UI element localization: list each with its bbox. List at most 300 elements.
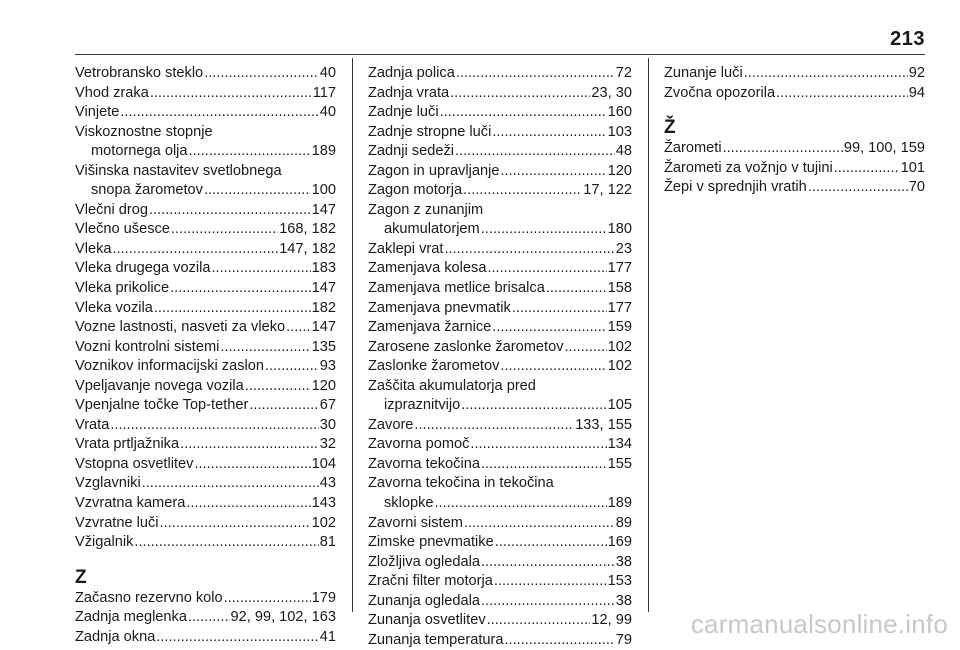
index-column-2 — [368, 64, 632, 650]
index-entry-pages: 30 — [319, 416, 336, 433]
index-entry — [368, 474, 632, 513]
index-entry-pages: 102 — [607, 338, 632, 355]
index-entry — [368, 338, 632, 358]
index-entry-pages: 117 — [312, 84, 336, 101]
index-entry-pages: 120 — [607, 162, 632, 179]
index-entry-term: izpraznitvijo — [384, 397, 461, 414]
index-entry-line — [664, 64, 925, 84]
index-entry — [75, 279, 336, 299]
index-entry-term: Zagon in upravljanje — [368, 162, 500, 179]
index-entry-line — [75, 259, 336, 279]
column-divider — [648, 58, 649, 612]
index-entry-pages: 38 — [615, 553, 632, 570]
dot-leader — [113, 240, 279, 260]
index-entry-pages: 40 — [319, 65, 336, 81]
index-entry — [368, 416, 632, 436]
index-entry — [75, 162, 336, 201]
dot-leader — [265, 357, 319, 377]
index-entry-term: Vleka vozila — [75, 299, 153, 316]
index-entry-line — [368, 259, 632, 279]
index-entry-term: Zadnja okna — [75, 628, 156, 645]
index-entry-pages: 177 — [607, 260, 632, 277]
index-entry-line — [368, 64, 632, 84]
index-entry-line — [664, 178, 925, 198]
index-entry-line — [368, 377, 632, 397]
dot-leader — [500, 162, 606, 182]
header-rule — [75, 54, 925, 55]
index-entry-term: Zamenjava kolesa — [368, 260, 487, 277]
index-entry — [664, 84, 925, 104]
index-entry-term: Vrata prtljažnika — [75, 436, 180, 453]
index-entry-line — [368, 299, 632, 319]
index-entry-pages: 101 — [900, 159, 925, 176]
index-entry-term: Vzglavniki — [75, 475, 141, 492]
index-entry-line — [75, 181, 336, 201]
index-entry-line — [368, 592, 632, 612]
index-entry-term: Vžigalnik — [75, 534, 134, 551]
index-entry — [75, 357, 336, 377]
index-entry — [368, 64, 632, 84]
index-entry-pages: 23 — [615, 240, 632, 257]
index-entry-term: Vhod zraka — [75, 84, 149, 101]
index-entry-pages: 43 — [319, 475, 336, 492]
dot-leader — [481, 455, 607, 475]
index-entry — [368, 631, 632, 650]
index-entry-term: Zavorni sistem — [368, 514, 463, 531]
index-entry-term: Žarometi — [664, 140, 722, 157]
index-entry-line — [75, 299, 336, 319]
index-entry-term: Zadnje stropne luči — [368, 123, 492, 140]
dot-leader — [546, 279, 607, 299]
index-entry-line — [368, 396, 632, 416]
index-entry — [75, 123, 336, 162]
index-entry-term: Vzvratne luči — [75, 514, 159, 531]
index-entry-term: Vstopna osvetlitev — [75, 455, 194, 472]
dot-leader — [120, 103, 318, 123]
dot-leader — [450, 84, 590, 104]
index-entry — [664, 139, 925, 159]
page-number: 213 — [890, 28, 925, 50]
dot-leader — [142, 474, 319, 494]
index-entry — [368, 279, 632, 299]
index-entry-line — [368, 553, 632, 573]
index-entry-term: Zavorna tekočina — [368, 455, 480, 472]
index-entry-term: Zaščita akumulatorja pred — [368, 377, 536, 394]
index-entry-pages: 102 — [311, 514, 336, 531]
index-entry-pages: 160 — [607, 104, 632, 121]
index-entry-term: Zadnja polica — [368, 65, 455, 81]
index-entry-pages: 143 — [311, 495, 336, 512]
index-entry — [368, 572, 632, 592]
dot-leader — [180, 435, 319, 455]
dot-leader — [455, 142, 615, 162]
index-entry-line — [75, 123, 336, 143]
index-entry-term: Vpeljavanje novega vozila — [75, 377, 244, 394]
index-entry — [75, 299, 336, 319]
dot-leader — [834, 159, 900, 179]
index-entry-term: Zagon motorja — [368, 182, 463, 199]
dot-leader — [504, 631, 614, 650]
index-entry-term: Vlečni drog — [75, 201, 149, 218]
index-entry-term: Voznikov informacijski zaslon — [75, 358, 264, 375]
index-entry-line — [368, 474, 632, 494]
index-entry — [664, 64, 925, 84]
index-entry-term: Vrata — [75, 416, 110, 433]
index-entry-line — [75, 338, 336, 358]
index-entry-pages: 104 — [311, 455, 336, 472]
index-entry-line — [664, 84, 925, 104]
dot-leader — [492, 318, 606, 338]
index-entry-term: Žarometi za vožnjo v tujini — [664, 159, 833, 176]
index-entry-line — [75, 377, 336, 397]
index-entry-line — [368, 533, 632, 553]
index-entry-term: motornega olja — [91, 143, 188, 160]
dot-leader — [249, 396, 318, 416]
index-entry — [368, 318, 632, 338]
index-letter-heading: Ž — [664, 117, 676, 139]
index-entry-line — [75, 589, 336, 609]
index-entry-line — [368, 611, 632, 631]
index-entry-pages: 147 — [311, 319, 336, 336]
index-entry — [368, 123, 632, 143]
index-entry-term: Zamenjava žarnice — [368, 319, 492, 336]
dot-leader — [470, 435, 606, 455]
index-entry — [368, 103, 632, 123]
index-entry — [75, 608, 336, 628]
index-entry-term: Vpenjalne točke Top-tether — [75, 397, 249, 414]
index-entry — [368, 142, 632, 162]
dot-leader — [245, 377, 311, 397]
index-entry-line — [368, 514, 632, 534]
index-entry-term: Vleka drugega vozila — [75, 260, 211, 277]
index-entry-pages: 120 — [311, 377, 336, 394]
index-entry-pages: 105 — [607, 397, 632, 414]
index-entry-line — [664, 139, 925, 159]
index-entry-pages: 89 — [615, 514, 632, 531]
index-entry-pages: 38 — [615, 592, 632, 609]
index-entry-line — [75, 435, 336, 455]
index-entry — [75, 628, 336, 648]
index-entry-pages: 103 — [607, 123, 632, 140]
dot-leader — [492, 123, 606, 143]
index-entry-pages: 17, 122 — [583, 182, 632, 199]
dot-leader — [776, 84, 908, 104]
index-entry-term: Vozni kontrolni sistemi — [75, 338, 220, 355]
index-entry — [368, 514, 632, 534]
index-entry-line — [368, 220, 632, 240]
index-entry-line — [368, 240, 632, 260]
dot-leader — [224, 589, 311, 609]
index-entry-term: snopa žarometov — [91, 182, 203, 199]
index-entry-line — [368, 318, 632, 338]
dot-leader — [194, 455, 310, 475]
index-entry-term: Zunanja osvetlitev — [368, 612, 486, 629]
watermark-text: carmanualsonline.info — [690, 609, 948, 639]
index-entry-line — [75, 162, 336, 182]
index-entry-term: Zaklepi vrat — [368, 240, 444, 257]
index-entry-pages: 12, 99 — [591, 612, 632, 629]
index-entry-line — [368, 572, 632, 592]
index-entry — [75, 514, 336, 534]
index-entry-term: Zunanja ogledala — [368, 592, 480, 609]
index-entry-line — [75, 628, 336, 648]
dot-leader — [211, 259, 310, 279]
index-entry-term: Zimske pnevmatike — [368, 534, 494, 551]
index-entry — [368, 435, 632, 455]
index-entry-line — [368, 142, 632, 162]
index-entry — [368, 611, 632, 631]
index-entry-term: Zadnja meglenka — [75, 609, 187, 626]
index-entry-term: Zaslonke žarometov — [368, 358, 500, 375]
index-entry — [75, 455, 336, 475]
index-entry — [75, 338, 336, 358]
index-entry-line — [368, 84, 632, 104]
index-entry-pages: 93 — [319, 358, 336, 375]
index-entry — [368, 181, 632, 201]
index-entry-term: Zunanja temperatura — [368, 631, 504, 648]
index-entry-term: Zamenjava metlice brisalca — [368, 280, 545, 297]
index-entry — [75, 494, 336, 514]
index-entry-pages: 92 — [908, 65, 925, 81]
dot-leader — [286, 318, 311, 338]
index-entry — [75, 589, 336, 609]
index-entry — [368, 533, 632, 553]
index-entry — [368, 357, 632, 377]
index-entry-term: Vozne lastnosti, nasveti za vleko — [75, 319, 286, 336]
index-entry-line — [368, 103, 632, 123]
index-entry-pages: 155 — [607, 455, 632, 472]
index-entry-line — [75, 416, 336, 436]
index-column-1 — [75, 64, 336, 647]
index-entry-pages: 168, 182 — [279, 221, 336, 238]
index-entry-pages: 158 — [607, 280, 632, 297]
index-entry-pages: 92, 99, 102, 163 — [230, 609, 336, 626]
index-entry — [368, 377, 632, 416]
index-entry — [368, 259, 632, 279]
dot-leader — [481, 592, 615, 612]
index-entry-pages: 153 — [607, 573, 632, 590]
index-entry-line — [368, 416, 632, 436]
index-entry-line — [75, 103, 336, 123]
index-entry-line — [368, 357, 632, 377]
dot-leader — [808, 178, 908, 198]
index-entry-pages: 134 — [607, 436, 632, 453]
column-divider — [352, 58, 353, 612]
index-entry-term: Žepi v sprednjih vratih — [664, 179, 807, 196]
dot-leader — [434, 494, 606, 514]
index-entry-term: Zavorna pomoč — [368, 436, 470, 453]
index-entry-line — [368, 435, 632, 455]
index-entry-line — [75, 474, 336, 494]
dot-leader — [565, 338, 607, 358]
dot-leader — [189, 142, 311, 162]
dot-leader — [500, 357, 606, 377]
index-entry-pages: 177 — [607, 299, 632, 316]
dot-leader — [461, 396, 606, 416]
dot-leader — [204, 181, 311, 201]
dot-leader — [154, 299, 311, 319]
index-entry-term: Zadnji sedeži — [368, 143, 454, 160]
dot-leader — [170, 279, 311, 299]
index-entry-line — [368, 123, 632, 143]
index-entry — [75, 377, 336, 397]
index-entry-term: Zadnje luči — [368, 104, 439, 121]
index-entry — [75, 220, 336, 240]
index-entry-line — [75, 533, 336, 553]
index-entry-pages: 100 — [311, 182, 336, 199]
index-entry-pages: 94 — [908, 84, 925, 101]
index-entry-line — [75, 318, 336, 338]
index-column-3 — [664, 64, 925, 198]
dot-leader — [481, 553, 615, 573]
index-entry — [75, 474, 336, 494]
index-entry — [368, 553, 632, 573]
dot-leader — [220, 338, 310, 358]
dot-leader — [481, 220, 607, 240]
index-entry-pages: 135 — [311, 338, 336, 355]
index-entry-term: Zarosene zaslonke žarometov — [368, 338, 564, 355]
index-entry — [75, 240, 336, 260]
dot-leader — [744, 64, 908, 84]
index-entry-line — [75, 514, 336, 534]
index-entry-term: Zložljiva ogledala — [368, 553, 480, 570]
index-entry-term: Zvočna opozorila — [664, 84, 776, 101]
index-entry-term: Višinska nastavitev svetlobnega — [75, 162, 282, 179]
index-entry — [368, 201, 632, 240]
index-entry-term: Vetrobransko steklo — [75, 65, 204, 81]
index-entry-pages: 40 — [319, 104, 336, 121]
index-entry-term: Zavore — [368, 416, 414, 433]
index-entry-term: Viskoznostne stopnje — [75, 123, 213, 140]
dot-leader — [204, 64, 319, 84]
index-entry-line — [75, 279, 336, 299]
index-entry-line — [75, 220, 336, 240]
index-entry-term: Zamenjava pnevmatik — [368, 299, 511, 316]
index-entry — [75, 84, 336, 104]
dot-leader — [160, 514, 311, 534]
dot-leader — [188, 608, 230, 628]
index-entry-line — [368, 338, 632, 358]
index-entry — [75, 259, 336, 279]
index-entry-pages: 79 — [615, 631, 632, 648]
index-entry-line — [75, 84, 336, 104]
index-entry-line — [75, 201, 336, 221]
index-entry-pages: 189 — [607, 495, 632, 512]
index-entry-pages: 67 — [319, 397, 336, 414]
index-entry-pages: 102 — [607, 358, 632, 375]
index-entry — [75, 416, 336, 436]
index-entry — [368, 84, 632, 104]
index-entry-line — [75, 142, 336, 162]
index-entry-pages: 133, 155 — [575, 416, 632, 433]
index-entry-term: Zavorna tekočina in tekočina — [368, 475, 554, 492]
index-entry — [368, 299, 632, 319]
dot-leader — [487, 611, 591, 631]
dot-leader — [110, 416, 318, 436]
index-entry — [368, 240, 632, 260]
index-entry-term: Vzvratna kamera — [75, 495, 186, 512]
index-entry — [664, 159, 925, 179]
index-entry — [368, 162, 632, 182]
index-entry-pages: 147, 182 — [279, 240, 336, 257]
index-entry-line — [75, 608, 336, 628]
index-entry-line — [75, 455, 336, 475]
dot-leader — [149, 201, 311, 221]
dot-leader — [440, 103, 607, 123]
index-entry-pages: 32 — [319, 436, 336, 453]
index-entry-term: Zračni filter motorja — [368, 573, 493, 590]
index-entry-term: sklopke — [384, 495, 434, 512]
index-entry-pages: 70 — [908, 179, 925, 196]
index-entry — [368, 455, 632, 475]
dot-leader — [150, 84, 312, 104]
index-entry-term: Zadnja vrata — [368, 84, 450, 101]
index-entry-pages: 169 — [607, 534, 632, 551]
index-entry — [368, 592, 632, 612]
index-entry — [75, 396, 336, 416]
dot-leader — [723, 139, 843, 159]
dot-leader — [463, 181, 582, 201]
dot-leader — [494, 572, 607, 592]
dot-leader — [414, 416, 574, 436]
index-entry-line — [368, 631, 632, 650]
index-entry-pages: 189 — [311, 143, 336, 160]
index-entry-pages: 182 — [311, 299, 336, 316]
index-entry — [75, 533, 336, 553]
index-entry-pages: 179 — [311, 589, 336, 606]
index-entry-line — [75, 494, 336, 514]
index-entry-pages: 72 — [615, 65, 632, 81]
index-entry-line — [75, 240, 336, 260]
index-entry-line — [664, 159, 925, 179]
index-entry-term: Zagon z zunanjim — [368, 201, 484, 218]
dot-leader — [186, 494, 310, 514]
index-entry-line — [75, 396, 336, 416]
index-entry — [75, 103, 336, 123]
index-entry-line — [368, 494, 632, 514]
index-entry-pages: 41 — [319, 628, 336, 645]
dot-leader — [456, 64, 615, 84]
dot-leader — [464, 514, 615, 534]
index-entry-line — [368, 201, 632, 221]
index-entry — [664, 178, 925, 198]
index-entry — [75, 201, 336, 221]
index-entry-pages: 147 — [311, 201, 336, 218]
dot-leader — [495, 533, 607, 553]
index-entry-pages: 99, 100, 159 — [843, 140, 925, 157]
dot-leader — [487, 259, 606, 279]
index-entry-term: Vinjete — [75, 104, 120, 121]
index-entry-pages: 183 — [311, 260, 336, 277]
index-entry-term: akumulatorjem — [384, 221, 480, 238]
index-letter-heading: Z — [75, 566, 87, 588]
index-entry-line — [368, 162, 632, 182]
dot-leader — [444, 240, 614, 260]
index-entry-term: Vleka — [75, 240, 112, 257]
dot-leader — [156, 628, 318, 648]
index-entry-term: Vlečno ušesce — [75, 221, 170, 238]
index-entry-pages: 147 — [311, 280, 336, 297]
index-entry-pages: 48 — [615, 143, 632, 160]
index-entry-term: Vleka prikolice — [75, 280, 170, 297]
dot-leader — [512, 299, 607, 319]
index-entry-line — [75, 64, 336, 84]
index-entry-term: Zunanje luči — [664, 65, 743, 81]
dot-leader — [134, 533, 318, 553]
index-entry — [75, 435, 336, 455]
index-entry — [75, 64, 336, 84]
index-entry-pages: 23, 30 — [591, 84, 632, 101]
